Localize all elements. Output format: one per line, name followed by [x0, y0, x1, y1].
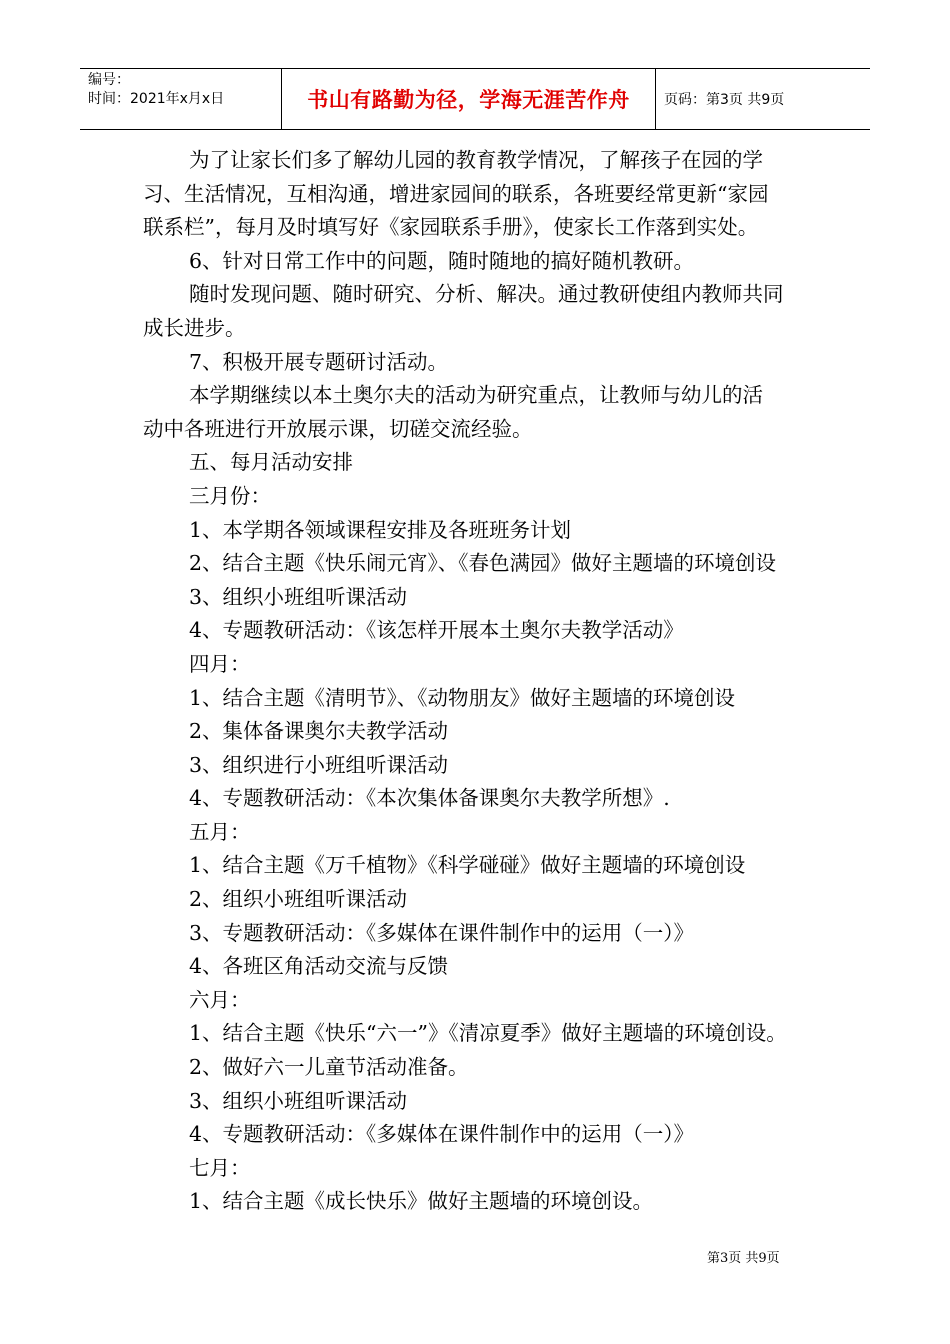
paragraph-line: 2、结合主题《快乐闹元宵》、《春色满园》做好主题墙的环境创设 [189, 551, 777, 576]
paragraph-line: 3、组织小班组听课活动 [189, 584, 408, 609]
header-motto: 书山有路勤为径，学海无涯苦作舟 [282, 69, 656, 129]
paragraph-line: 3、组织进行小班组听课活动 [189, 752, 449, 777]
date-label: 时间：2021年x月x日 [88, 91, 225, 107]
paragraph-line: 习、生活情况，互相沟通，增进家园间的联系，各班要经常更新“家园 [143, 181, 769, 206]
paragraph-line: 3、专题教研活动：《多媒体在课件制作中的运用（一）》 [189, 920, 695, 945]
document-body [143, 144, 833, 1219]
paragraph-line: 4、专题教研活动：《该怎样开展本土奥尔夫教学活动》 [189, 618, 684, 643]
paragraph-line: 4、各班区角活动交流与反馈 [189, 954, 449, 979]
paragraph-line: 6、针对日常工作中的问题，随时随地的搞好随机教研。 [189, 248, 695, 273]
paragraph-line: 成长进步。 [143, 315, 246, 340]
paragraph-line: 五、每月活动安排 [189, 450, 353, 475]
paragraph-line: 1、本学期各领域课程安排及各班班务计划 [189, 517, 572, 542]
paragraph-line: 随时发现问题、随时研究、分析、解决。通过教研使组内教师共同 [189, 282, 784, 307]
paragraph-line: 本学期继续以本土奥尔夫的活动为研究重点，让教师与幼儿的活 [189, 383, 763, 408]
paragraph-line: 动中各班进行开放展示课，切磋交流经验。 [143, 416, 533, 441]
footer-page-number: 第3页 共9页 [707, 1251, 780, 1266]
header-page-number: 页码：第3页 共9页 [664, 92, 785, 108]
paragraph-line: 7、积极开展专题研讨活动。 [189, 349, 449, 374]
paragraph-line: 五月： [189, 819, 251, 844]
paragraph-line: 四月： [189, 651, 251, 676]
paragraph-line: 3、组织小班组听课活动 [189, 1088, 408, 1113]
paragraph-line: 2、做好六一儿童节活动准备。 [189, 1055, 469, 1080]
paragraph-line: 七月： [189, 1155, 251, 1180]
page-header [80, 68, 870, 130]
paragraph-line: 为了让家长们多了解幼儿园的教育教学情况，了解孩子在园的学 [189, 148, 763, 172]
paragraph-line: 4、专题教研活动：《多媒体在课件制作中的运用（一）》 [189, 1122, 695, 1147]
paragraph-line: 三月份： [189, 483, 271, 508]
paragraph-line: 1、结合主题《清明节》、《动物朋友》做好主题墙的环境创设 [189, 685, 736, 710]
code-label: 编号： [88, 72, 130, 88]
paragraph-line: 2、组织小班组听课活动 [189, 887, 408, 912]
paragraph-line: 联系栏”，每月及时填写好《家园联系手册》，使家长工作落到实处。 [143, 215, 759, 240]
paragraph-line: 4、专题教研活动：《本次集体备课奥尔夫教学所想》. [189, 786, 670, 811]
paragraph-line: 1、结合主题《成长快乐》做好主题墙的环境创设。 [189, 1189, 654, 1214]
paragraph-line: 1、结合主题《万千植物》《科学碰碰》做好主题墙的环境创设 [189, 853, 746, 878]
paragraph-line: 2、集体备课奥尔夫教学活动 [189, 719, 449, 744]
paragraph-line: 1、结合主题《快乐“六一”》《清凉夏季》做好主题墙的环境创设。 [189, 1021, 787, 1046]
header-meta [80, 69, 282, 129]
paragraph-line: 六月： [189, 987, 251, 1012]
